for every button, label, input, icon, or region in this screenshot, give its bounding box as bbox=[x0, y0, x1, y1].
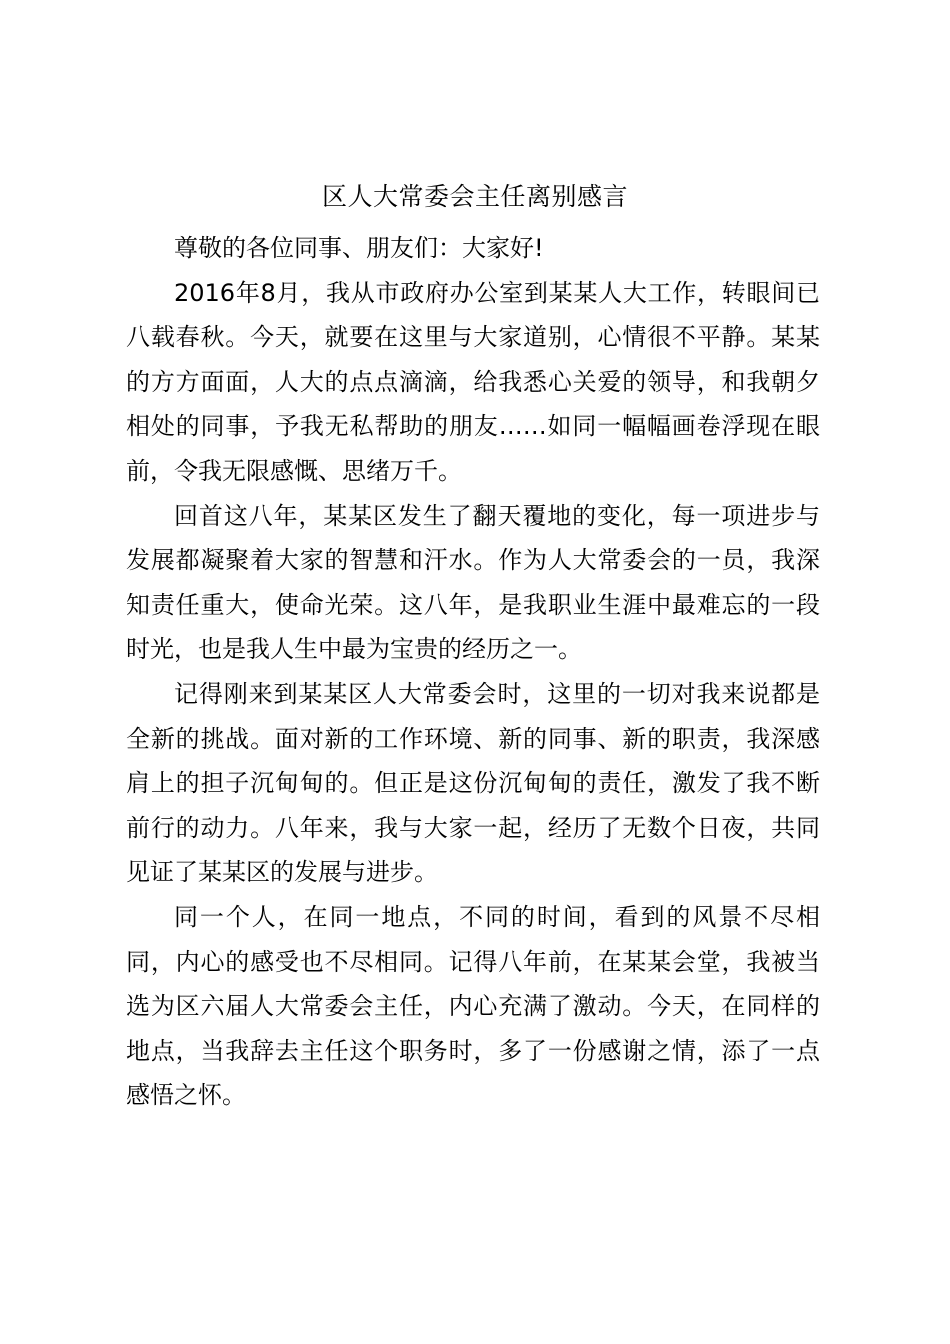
body-paragraph-4: 同一个人，在同一地点，不同的时间，看到的风景不尽相同，内心的感受也不尽相同。记得八年前，在某某会堂，我被当选为区六届人大常委会主任，内心充满了激动。今天，在同样的地点，当我辞去主任这个职务时，多了一份感谢之情，添了一点感悟之怀。 bbox=[126, 902, 820, 1110]
body-paragraph-2: 回首这八年，某某区发生了翻天覆地的变化，每一项进步与发展都凝聚着大家的智慧和汗水。作为人大常委会的一员，我深知责任重大，使命光荣。这八年，是我职业生涯中最难忘的一段时光，也是我人生中最为宝贵的经历之一。 bbox=[126, 501, 820, 664]
body-paragraph-3: 记得刚来到某某区人大常委会时，这里的一切对我来说都是全新的挑战。面对新的工作环境、新的同事、新的职责，我深感肩上的担子沉甸甸的。但正是这份沉甸甸的责任，激发了我不断前行的动力。八年来，我与大家一起，经历了无数个日夜，共同见证了某某区的发展与进步。 bbox=[126, 679, 820, 887]
document-title: 区人大常委会主任离别感言 bbox=[321, 182, 628, 211]
document-body bbox=[126, 226, 820, 1118]
body-paragraph-1: 2016年8月，我从市政府办公室到某某人大工作，转眼间已八载春秋。今天，就要在这里与大家道别，心情很不平静。某某的方方面面，人大的点点滴滴，给我悉心关爱的领导，和我朝夕相处的同事，予我无私帮助的朋友……如同一幅幅画卷浮现在眼前，令我无限感慨、思绪万千。 bbox=[126, 278, 820, 485]
greeting-paragraph: 尊敬的各位同事、朋友们：大家好! bbox=[174, 234, 544, 262]
